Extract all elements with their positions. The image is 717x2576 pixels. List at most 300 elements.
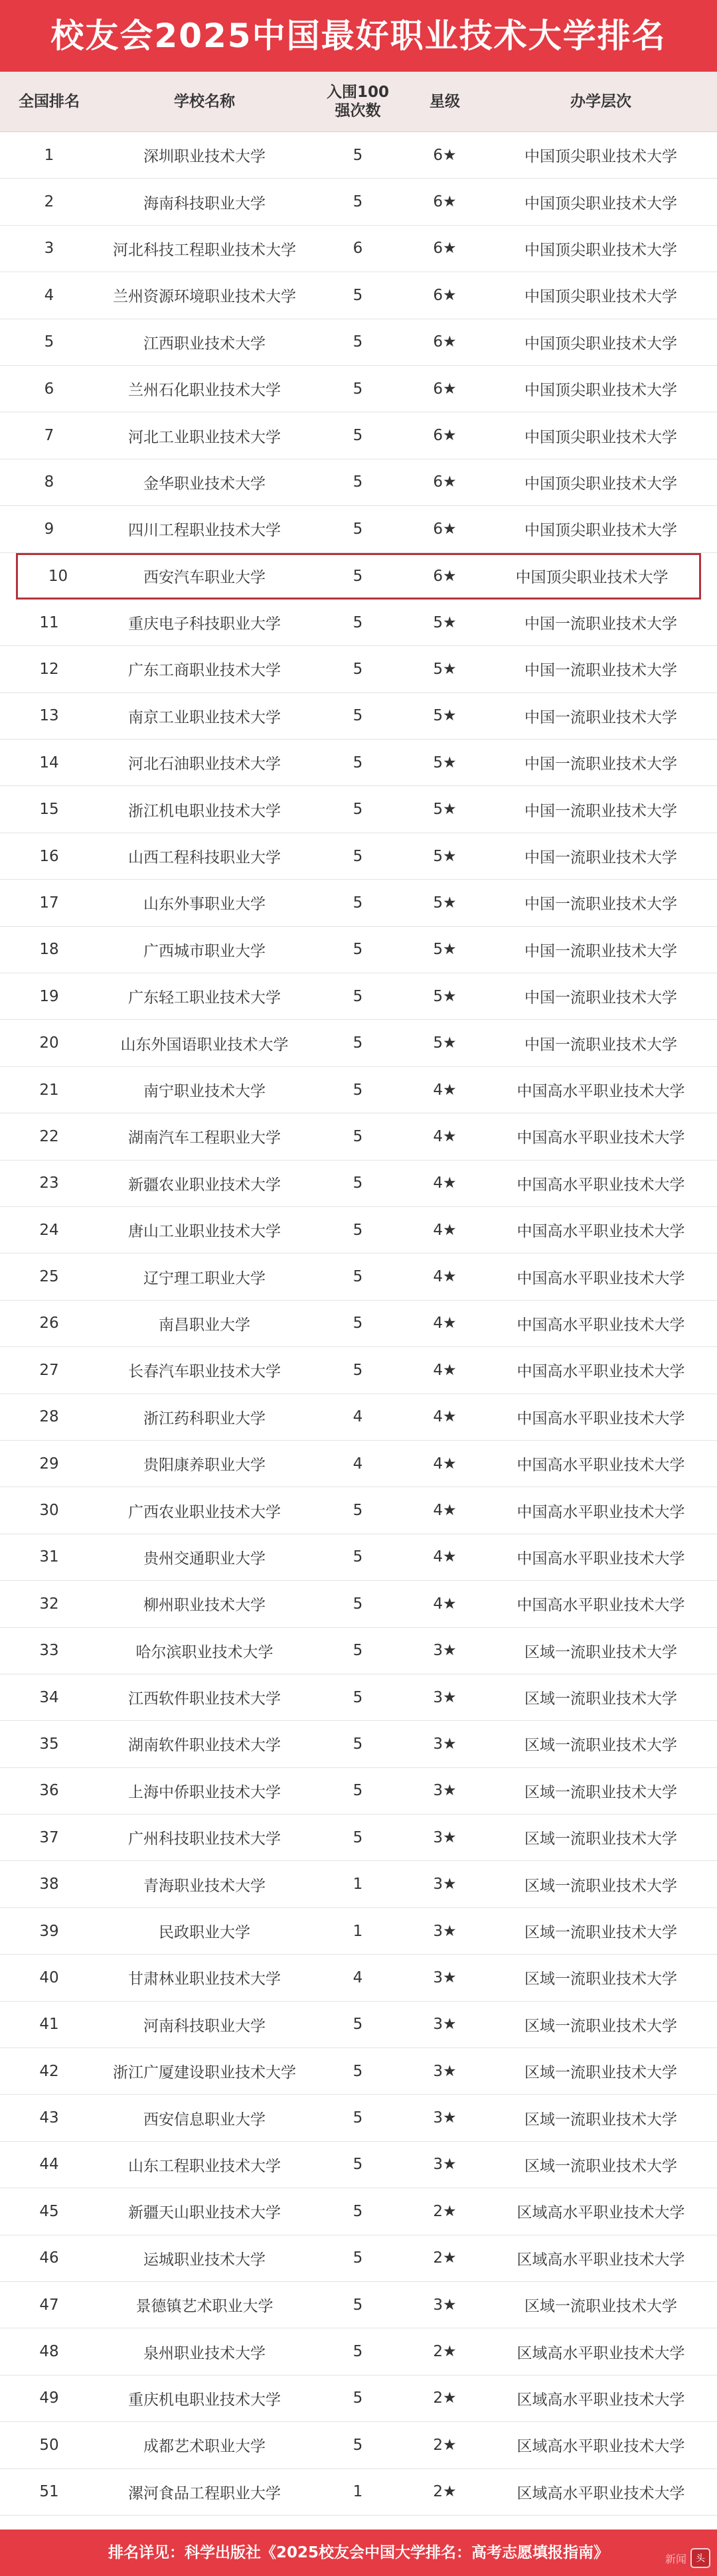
cell-stars: 5★ <box>433 894 457 912</box>
table-row <box>0 1628 717 1674</box>
column-header-level: 办学层次 <box>570 93 631 110</box>
cell-stars: 4★ <box>433 1548 457 1566</box>
table-row <box>0 2188 717 2235</box>
cell-rank: 34 <box>39 1688 59 1706</box>
cell-school-name: 西安信息职业大学 <box>143 2111 266 2129</box>
cell-school-name: 成都艺术职业大学 <box>143 2438 266 2456</box>
cell-level: 中国一流职业技术大学 <box>524 942 677 960</box>
cell-count: 5 <box>353 333 363 351</box>
cell-level: 中国一流职业技术大学 <box>524 849 677 867</box>
cell-stars: 4★ <box>433 1408 457 1426</box>
watermark <box>665 2548 710 2568</box>
cell-stars: 3★ <box>433 2109 457 2127</box>
cell-stars: 5★ <box>433 1034 457 1052</box>
cell-stars: 6★ <box>433 520 457 538</box>
table-row <box>0 1861 717 1907</box>
cell-stars: 5★ <box>433 987 457 1005</box>
cell-level: 中国一流职业技术大学 <box>524 896 677 914</box>
cell-count: 5 <box>353 1828 363 1846</box>
table-row <box>0 973 717 1020</box>
cell-rank: 9 <box>44 520 54 538</box>
cell-school-name: 南京工业职业技术大学 <box>128 708 281 726</box>
cell-level: 区域一流职业技术大学 <box>524 2064 677 2082</box>
cell-school-name: 贵州交通职业大学 <box>143 1550 266 1568</box>
table-row <box>0 1347 717 1394</box>
cell-stars: 2★ <box>433 2343 457 2361</box>
table-row <box>0 786 717 833</box>
cell-level: 中国顶尖职业技术大学 <box>524 475 677 493</box>
cell-rank: 14 <box>39 754 59 771</box>
cell-count: 1 <box>353 1876 363 1893</box>
table-row <box>0 226 717 272</box>
cell-level: 中国顶尖职业技术大学 <box>524 288 677 306</box>
cell-level: 中国高水平职业技术大学 <box>517 1363 685 1381</box>
cell-count: 5 <box>353 2109 363 2127</box>
cell-school-name: 湖南软件职业技术大学 <box>128 1737 281 1755</box>
cell-stars: 3★ <box>433 2062 457 2080</box>
cell-level: 中国高水平职业技术大学 <box>517 1409 685 1427</box>
table-row <box>0 366 717 412</box>
cell-school-name: 哈尔滨职业技术大学 <box>135 1643 274 1661</box>
cell-count: 5 <box>353 847 363 865</box>
cell-level: 中国顶尖职业技术大学 <box>524 428 677 446</box>
cell-stars: 3★ <box>433 1688 457 1706</box>
cell-stars: 5★ <box>433 707 457 725</box>
cell-stars: 6★ <box>433 240 457 258</box>
table-row <box>0 2048 717 2095</box>
table-row <box>0 740 717 786</box>
cell-stars: 4★ <box>433 1174 457 1192</box>
table-row <box>0 1301 717 1347</box>
cell-level: 中国一流职业技术大学 <box>524 615 677 633</box>
cell-stars: 6★ <box>433 473 457 491</box>
table-row <box>0 2469 717 2516</box>
column-header-rank: 全国排名 <box>19 93 80 110</box>
cell-level: 中国顶尖职业技术大学 <box>524 148 677 166</box>
cell-stars: 2★ <box>433 2202 457 2220</box>
cell-rank: 3 <box>44 240 54 258</box>
cell-stars: 3★ <box>433 1969 457 1986</box>
cell-level: 中国高水平职业技术大学 <box>517 1083 685 1100</box>
cell-school-name: 广东轻工职业技术大学 <box>128 989 281 1007</box>
cell-count: 5 <box>353 1315 363 1332</box>
table-row <box>0 833 717 880</box>
table-row <box>0 2282 717 2328</box>
cell-level: 中国高水平职业技术大学 <box>517 1269 685 1287</box>
cell-level: 中国高水平职业技术大学 <box>517 1176 685 1194</box>
cell-rank: 23 <box>39 1174 59 1192</box>
cell-count: 5 <box>353 193 363 211</box>
cell-count: 1 <box>353 2483 363 2501</box>
cell-level: 中国高水平职业技术大学 <box>517 1316 685 1334</box>
table-row <box>0 1207 717 1253</box>
cell-rank: 6 <box>44 380 54 398</box>
cell-count: 5 <box>353 1782 363 1800</box>
cell-school-name: 山东外事职业大学 <box>143 896 266 914</box>
cell-rank: 33 <box>39 1642 59 1660</box>
cell-school-name: 贵阳康养职业大学 <box>143 1457 266 1475</box>
cell-stars: 3★ <box>433 2156 457 2174</box>
cell-stars: 3★ <box>433 2296 457 2314</box>
table-row <box>0 1534 717 1581</box>
cell-count: 5 <box>353 754 363 771</box>
cell-rank: 31 <box>39 1548 59 1566</box>
table-row <box>0 646 717 692</box>
cell-stars: 5★ <box>433 660 457 678</box>
table-header <box>0 72 717 132</box>
cell-school-name: 深圳职业技术大学 <box>143 148 266 166</box>
cell-school-name: 山东外国语职业技术大学 <box>120 1036 289 1054</box>
cell-rank: 49 <box>39 2389 59 2407</box>
table-row <box>0 1113 717 1160</box>
cell-level: 中国顶尖职业技术大学 <box>515 569 669 587</box>
table-row <box>0 179 717 225</box>
cell-school-name: 甘肃林业职业技术大学 <box>128 1971 281 1988</box>
cell-level: 区域高水平职业技术大学 <box>517 2438 685 2456</box>
cell-school-name: 广州科技职业技术大学 <box>128 1830 281 1848</box>
cell-level: 区域高水平职业技术大学 <box>517 2204 685 2222</box>
column-header-school: 学校名称 <box>174 93 235 110</box>
table-row <box>0 1161 717 1207</box>
table-row <box>0 412 717 459</box>
cell-school-name: 广西农业职业技术大学 <box>128 1503 281 1521</box>
cell-count: 5 <box>353 613 363 631</box>
cell-school-name: 运城职业技术大学 <box>143 2251 266 2269</box>
cell-stars: 5★ <box>433 941 457 959</box>
cell-stars: 4★ <box>433 1595 457 1613</box>
cell-level: 中国一流职业技术大学 <box>524 802 677 820</box>
cell-school-name: 重庆电子科技职业大学 <box>128 615 281 633</box>
cell-stars: 3★ <box>433 1828 457 1846</box>
cell-rank: 17 <box>39 894 59 912</box>
cell-level: 中国高水平职业技术大学 <box>517 1457 685 1475</box>
cell-school-name: 浙江药科职业大学 <box>143 1409 266 1427</box>
cell-rank: 40 <box>39 1969 59 1986</box>
column-header-count: 入围100 强次数 <box>326 84 389 120</box>
cell-rank: 18 <box>39 941 59 959</box>
cell-school-name: 柳州职业技术大学 <box>143 1597 266 1615</box>
cell-school-name: 广东工商职业技术大学 <box>128 662 281 680</box>
cell-rank: 11 <box>39 613 59 631</box>
cell-school-name: 南宁职业技术大学 <box>143 1083 266 1100</box>
cell-level: 区域高水平职业技术大学 <box>517 2251 685 2269</box>
table-row <box>0 1487 717 1534</box>
cell-level: 区域高水平职业技术大学 <box>517 2344 685 2362</box>
cell-school-name: 河南科技职业大学 <box>143 2017 266 2035</box>
cell-level: 区域高水平职业技术大学 <box>517 2484 685 2502</box>
cell-school-name: 新疆农业职业技术大学 <box>128 1176 281 1194</box>
cell-level: 区域一流职业技术大学 <box>524 2111 677 2129</box>
cell-count: 5 <box>353 1502 363 1520</box>
cell-level: 中国顶尖职业技术大学 <box>524 335 677 353</box>
cell-count: 5 <box>353 941 363 959</box>
cell-school-name: 山西工程科技职业大学 <box>128 849 281 867</box>
cell-count: 4 <box>353 1455 363 1473</box>
cell-rank: 50 <box>39 2436 59 2454</box>
cell-school-name: 河北石油职业技术大学 <box>128 756 281 773</box>
table-row <box>0 1020 717 1066</box>
cell-stars: 3★ <box>433 1735 457 1753</box>
cell-rank: 48 <box>39 2343 59 2361</box>
ranking-table <box>0 72 717 2530</box>
cell-level: 区域一流职业技术大学 <box>524 1830 677 1848</box>
cell-rank: 39 <box>39 1922 59 1940</box>
cell-level: 中国高水平职业技术大学 <box>517 1223 685 1241</box>
cell-level: 区域一流职业技术大学 <box>524 1783 677 1801</box>
cell-stars: 5★ <box>433 613 457 631</box>
cell-rank: 43 <box>39 2109 59 2127</box>
cell-count: 5 <box>353 1688 363 1706</box>
cell-school-name: 河北科技工程职业技术大学 <box>113 241 296 259</box>
cell-school-name: 湖南汽车工程职业大学 <box>128 1129 281 1147</box>
cell-count: 5 <box>353 1174 363 1192</box>
cell-count: 5 <box>353 894 363 912</box>
cell-rank: 35 <box>39 1735 59 1753</box>
cell-school-name: 民政职业大学 <box>159 1924 250 1942</box>
cell-rank: 41 <box>39 2016 59 2034</box>
cell-rank: 25 <box>39 1268 59 1286</box>
cell-count: 5 <box>353 2389 363 2407</box>
cell-school-name: 金华职业技术大学 <box>143 475 266 493</box>
cell-school-name: 辽宁理工职业大学 <box>143 1269 266 1287</box>
cell-school-name: 新疆天山职业技术大学 <box>128 2204 281 2222</box>
cell-stars: 4★ <box>433 1268 457 1286</box>
cell-stars: 6★ <box>433 427 457 445</box>
table-row <box>0 506 717 552</box>
table-row <box>0 1768 717 1814</box>
cell-rank: 7 <box>44 427 54 445</box>
cell-count: 5 <box>353 146 363 164</box>
cell-count: 5 <box>353 380 363 398</box>
cell-count: 6 <box>353 240 363 258</box>
cell-rank: 36 <box>39 1782 59 1800</box>
table-row <box>0 1581 717 1627</box>
cell-level: 中国顶尖职业技术大学 <box>524 195 677 212</box>
cell-count: 5 <box>353 2016 363 2034</box>
table-row <box>0 2235 717 2282</box>
table-row-highlighted <box>16 553 701 600</box>
cell-count: 5 <box>353 1735 363 1753</box>
table-row <box>0 1814 717 1861</box>
table-row <box>0 880 717 926</box>
cell-stars: 4★ <box>433 1221 457 1239</box>
cell-count: 5 <box>353 1595 363 1613</box>
cell-count: 5 <box>353 1034 363 1052</box>
cell-count: 5 <box>353 473 363 491</box>
cell-rank: 26 <box>39 1315 59 1332</box>
cell-stars: 3★ <box>433 1782 457 1800</box>
cell-stars: 2★ <box>433 2483 457 2501</box>
cell-school-name: 青海职业技术大学 <box>143 1877 266 1895</box>
table-body <box>0 132 717 2516</box>
table-row <box>0 1721 717 1767</box>
cell-count: 5 <box>353 1081 363 1099</box>
cell-stars: 4★ <box>433 1455 457 1473</box>
cell-school-name: 四川工程职业技术大学 <box>128 522 281 540</box>
cell-count: 5 <box>353 1548 363 1566</box>
watermark-logo-icon: 头 <box>690 2548 710 2568</box>
table-row <box>0 1394 717 1441</box>
watermark-text: 新闻 <box>665 2552 686 2565</box>
cell-rank: 32 <box>39 1595 59 1613</box>
cell-stars: 5★ <box>433 754 457 771</box>
table-row <box>0 319 717 366</box>
cell-stars: 6★ <box>433 193 457 211</box>
cell-school-name: 唐山工业职业技术大学 <box>128 1223 281 1241</box>
cell-level: 中国顶尖职业技术大学 <box>524 382 677 400</box>
cell-count: 4 <box>353 1408 363 1426</box>
cell-level: 区域一流职业技术大学 <box>524 1877 677 1895</box>
cell-count: 4 <box>353 1969 363 1986</box>
cell-count: 5 <box>353 2062 363 2080</box>
footer-note: 排名详见：科学出版社《2025校友会中国大学排名：高考志愿填报指南》 <box>108 2544 609 2561</box>
cell-school-name: 浙江机电职业技术大学 <box>128 802 281 820</box>
cell-rank: 42 <box>39 2062 59 2080</box>
cell-level: 中国一流职业技术大学 <box>524 1036 677 1054</box>
cell-count: 5 <box>353 1268 363 1286</box>
table-row <box>0 272 717 319</box>
cell-stars: 4★ <box>433 1315 457 1332</box>
table-row <box>0 1441 717 1487</box>
cell-school-name: 景德镇艺术职业大学 <box>135 2298 274 2316</box>
table-row <box>0 2095 717 2141</box>
cell-level: 中国高水平职业技术大学 <box>517 1597 685 1615</box>
cell-rank: 16 <box>39 847 59 865</box>
cell-level: 中国顶尖职业技术大学 <box>524 522 677 540</box>
table-row <box>0 2002 717 2048</box>
cell-rank: 21 <box>39 1081 59 1099</box>
cell-count: 5 <box>353 567 363 585</box>
cell-rank: 46 <box>39 2249 59 2267</box>
cell-stars: 4★ <box>433 1502 457 1520</box>
cell-stars: 6★ <box>433 567 457 585</box>
table-row <box>0 2375 717 2422</box>
cell-level: 中国顶尖职业技术大学 <box>524 241 677 259</box>
cell-count: 5 <box>353 1221 363 1239</box>
table-row <box>0 600 717 646</box>
cell-rank: 2 <box>44 193 54 211</box>
cell-level: 中国一流职业技术大学 <box>524 756 677 773</box>
cell-count: 5 <box>353 801 363 819</box>
cell-stars: 6★ <box>433 146 457 164</box>
cell-stars: 3★ <box>433 1642 457 1660</box>
cell-stars: 4★ <box>433 1361 457 1379</box>
cell-count: 5 <box>353 2249 363 2267</box>
cell-stars: 2★ <box>433 2436 457 2454</box>
table-row <box>0 1253 717 1300</box>
cell-school-name: 海南科技职业大学 <box>143 195 266 212</box>
cell-count: 1 <box>353 1922 363 1940</box>
cell-rank: 20 <box>39 1034 59 1052</box>
cell-rank: 30 <box>39 1502 59 1520</box>
cell-stars: 3★ <box>433 1922 457 1940</box>
cell-school-name: 长春汽车职业技术大学 <box>128 1363 281 1381</box>
cell-rank: 51 <box>39 2483 59 2501</box>
cell-school-name: 南昌职业大学 <box>159 1316 250 1334</box>
column-header-stars: 星级 <box>430 93 460 110</box>
cell-stars: 4★ <box>433 1081 457 1099</box>
cell-count: 5 <box>353 520 363 538</box>
cell-level: 中国一流职业技术大学 <box>524 708 677 726</box>
cell-count: 5 <box>353 2343 363 2361</box>
cell-level: 区域高水平职业技术大学 <box>517 2391 685 2409</box>
cell-level: 中国高水平职业技术大学 <box>517 1550 685 1568</box>
cell-rank: 24 <box>39 1221 59 1239</box>
table-row <box>0 1908 717 1955</box>
cell-rank: 12 <box>39 660 59 678</box>
cell-count: 5 <box>353 2436 363 2454</box>
cell-school-name: 河北工业职业技术大学 <box>128 428 281 446</box>
table-row <box>0 1674 717 1721</box>
cell-school-name: 山东工程职业技术大学 <box>128 2157 281 2175</box>
cell-school-name: 重庆机电职业技术大学 <box>128 2391 281 2409</box>
cell-count: 5 <box>353 987 363 1005</box>
cell-rank: 47 <box>39 2296 59 2314</box>
cell-stars: 3★ <box>433 2016 457 2034</box>
cell-count: 5 <box>353 1642 363 1660</box>
cell-rank: 28 <box>39 1408 59 1426</box>
cell-school-name: 漯河食品工程职业大学 <box>128 2484 281 2502</box>
cell-level: 区域一流职业技术大学 <box>524 1971 677 1988</box>
cell-stars: 6★ <box>433 333 457 351</box>
cell-level: 区域一流职业技术大学 <box>524 1643 677 1661</box>
cell-level: 中国一流职业技术大学 <box>524 662 677 680</box>
cell-rank: 5 <box>44 333 54 351</box>
cell-rank: 1 <box>44 146 54 164</box>
cell-count: 5 <box>353 427 363 445</box>
cell-level: 中国高水平职业技术大学 <box>517 1503 685 1521</box>
cell-stars: 4★ <box>433 1127 457 1145</box>
cell-stars: 2★ <box>433 2249 457 2267</box>
cell-rank: 38 <box>39 1876 59 1893</box>
cell-stars: 6★ <box>433 380 457 398</box>
cell-level: 区域一流职业技术大学 <box>524 1737 677 1755</box>
cell-count: 5 <box>353 286 363 304</box>
cell-rank: 19 <box>39 987 59 1005</box>
cell-level: 区域一流职业技术大学 <box>524 2298 677 2316</box>
cell-level: 中国高水平职业技术大学 <box>517 1129 685 1147</box>
table-row <box>0 2328 717 2375</box>
cell-level: 区域一流职业技术大学 <box>524 1924 677 1942</box>
cell-rank: 37 <box>39 1828 59 1846</box>
cell-rank: 29 <box>39 1455 59 1473</box>
cell-count: 5 <box>353 2296 363 2314</box>
table-row <box>0 927 717 973</box>
cell-school-name: 西安汽车职业大学 <box>143 569 266 587</box>
cell-school-name: 泉州职业技术大学 <box>143 2344 266 2362</box>
table-row <box>0 1955 717 2001</box>
cell-school-name: 兰州资源环境职业技术大学 <box>113 288 296 306</box>
cell-rank: 45 <box>39 2202 59 2220</box>
cell-stars: 6★ <box>433 286 457 304</box>
cell-count: 5 <box>353 1127 363 1145</box>
cell-school-name: 广西城市职业大学 <box>143 942 266 960</box>
cell-level: 区域一流职业技术大学 <box>524 2017 677 2035</box>
cell-rank: 8 <box>44 473 54 491</box>
cell-stars: 3★ <box>433 1876 457 1893</box>
cell-rank: 13 <box>39 707 59 725</box>
cell-count: 5 <box>353 660 363 678</box>
cell-count: 5 <box>353 1361 363 1379</box>
cell-school-name: 兰州石化职业技术大学 <box>128 382 281 400</box>
cell-count: 5 <box>353 707 363 725</box>
cell-school-name: 江西软件职业技术大学 <box>128 1690 281 1708</box>
cell-rank: 10 <box>48 567 68 585</box>
table-row <box>0 1067 717 1113</box>
cell-rank: 27 <box>39 1361 59 1379</box>
cell-school-name: 浙江广厦建设职业技术大学 <box>113 2064 296 2082</box>
table-row <box>0 693 717 740</box>
